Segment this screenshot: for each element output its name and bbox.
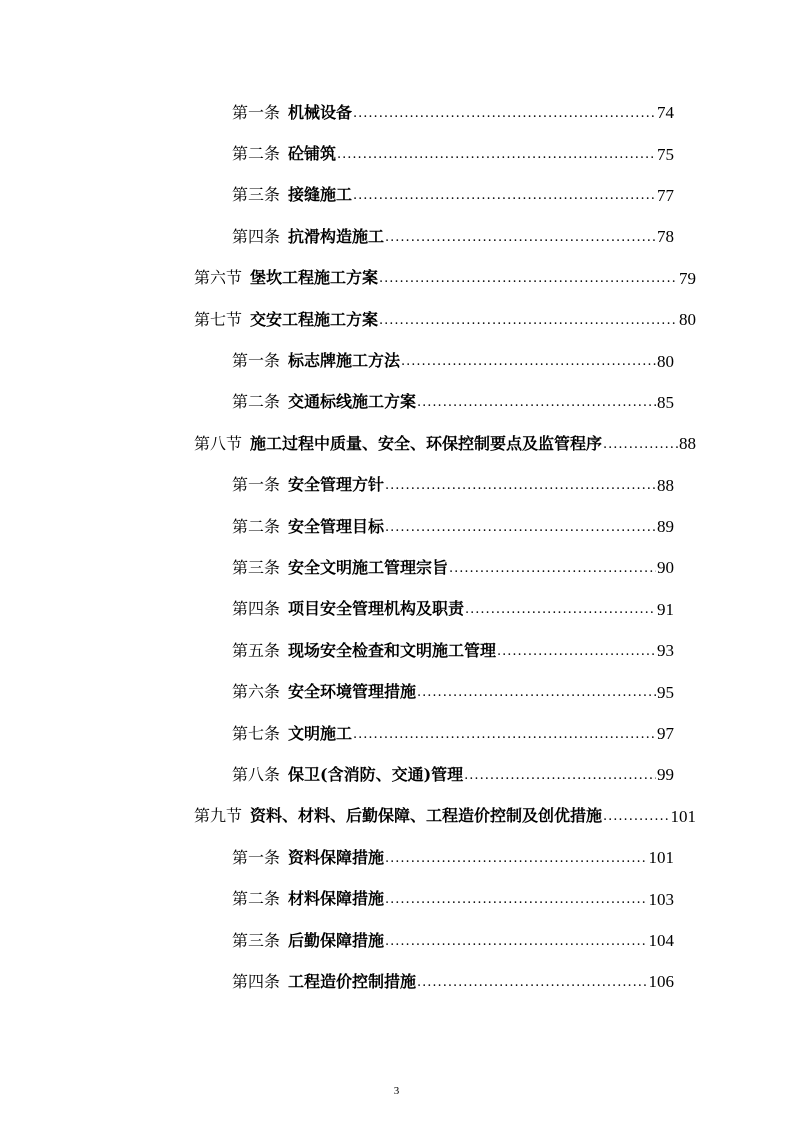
toc-entry-page: 93 [657,641,674,661]
toc-dot-leader [379,313,678,329]
toc-dot-leader [603,809,669,825]
toc-dot-leader [353,727,656,743]
toc-entry-title: 交通标线施工方案 [288,392,417,412]
toc-dot-leader [385,520,656,536]
toc-entry-page: 78 [657,227,674,247]
toc-entry-page: 106 [648,972,674,992]
toc-entry-page: 88 [679,434,696,454]
toc-dot-leader [337,147,656,163]
toc-dot-leader [385,892,647,908]
toc-article-entry[interactable] [232,547,674,588]
toc-dot-leader [417,685,656,701]
toc-entry-page: 97 [657,724,674,744]
toc-dot-leader [385,478,656,494]
toc-dot-leader [353,188,656,204]
toc-entry-title: 后勤保障措施 [288,930,385,950]
toc-entry-number: 第四条 [232,226,281,246]
toc-dot-leader [353,106,656,122]
toc-entry-title: 现场安全检查和文明施工管理 [288,640,497,660]
toc-entry-title: 交安工程施工方案 [250,309,379,329]
toc-article-entry[interactable] [232,754,674,795]
toc-entry-title: 安全文明施工管理宗旨 [288,557,449,577]
toc-article-entry[interactable] [232,506,674,547]
toc-dot-leader [417,395,656,411]
toc-entry-page: 74 [657,103,674,123]
toc-entry-page: 88 [657,475,674,495]
toc-entry-title: 项目安全管理机构及职责 [288,599,465,619]
toc-entry-number: 第一条 [232,475,281,495]
toc-entry-title: 材料保障措施 [288,889,385,909]
toc-article-entry[interactable] [232,216,674,257]
toc-article-entry[interactable] [232,878,674,919]
toc-article-entry[interactable] [232,465,674,506]
toc-dot-leader [497,644,656,660]
toc-entry-title: 资料保障措施 [288,847,385,867]
toc-section-entry[interactable] [194,258,696,299]
toc-entry-page: 103 [648,889,674,909]
toc-dot-leader [464,768,656,784]
toc-entry-page: 80 [679,310,696,330]
toc-dot-leader [385,851,647,867]
toc-entry-page: 90 [657,558,674,578]
toc-entry-number: 第六条 [232,682,281,702]
toc-article-entry[interactable] [232,671,674,712]
toc-entry-page: 80 [657,351,674,371]
toc-dot-leader [385,934,647,950]
toc-entry-title: 资料、材料、后勤保障、工程造价控制及创优措施 [250,806,603,826]
toc-entry-page: 79 [679,268,696,288]
toc-entry-page: 77 [657,185,674,205]
toc-entry-number: 第三条 [232,930,281,950]
toc-entry-number: 第四条 [232,599,281,619]
toc-entry-number: 第八条 [232,764,281,784]
toc-entry-page: 99 [657,765,674,785]
toc-entry-number: 第一条 [232,102,281,122]
toc-entry-title: 保卫(含消防、交通)管理 [288,764,464,784]
toc-entry-title: 施工过程中质量、安全、环保控制要点及监管程序 [250,433,603,453]
toc-entry-page: 104 [648,931,674,950]
table-of-contents [0,92,793,1003]
toc-article-entry[interactable] [232,920,674,961]
toc-entry-title: 工程造价控制措施 [288,971,417,991]
toc-article-entry[interactable] [232,630,674,671]
toc-entry-number: 第二条 [232,392,281,412]
toc-entry-number: 第二条 [232,889,281,909]
toc-dot-leader [417,975,647,991]
toc-article-entry[interactable] [232,382,674,423]
toc-section-entry[interactable] [194,423,696,464]
page-number: 3 [393,1085,400,1097]
toc-article-entry[interactable] [232,92,674,133]
toc-article-entry[interactable] [232,837,674,878]
toc-dot-leader [379,271,678,287]
toc-article-entry[interactable] [232,713,674,754]
toc-entry-page: 95 [657,682,674,702]
toc-entry-number: 第九节 [194,806,243,826]
toc-entry-title: 机械设备 [288,102,353,122]
toc-entry-page: 89 [657,517,674,537]
toc-article-entry[interactable] [232,133,674,174]
toc-article-entry[interactable] [232,589,674,630]
toc-entry-number: 第六节 [194,268,243,288]
toc-entry-number: 第二条 [232,516,281,536]
toc-entry-page: 75 [657,144,674,164]
toc-entry-number: 第五条 [232,640,281,660]
toc-entry-page: 101 [670,806,696,826]
toc-entry-title: 标志牌施工方法 [288,351,401,371]
toc-section-entry[interactable] [194,299,696,340]
toc-entry-page: 101 [648,848,674,868]
toc-entry-page: 85 [657,392,674,412]
toc-entry-number: 第一条 [232,351,281,371]
toc-entry-title: 安全管理目标 [288,516,385,536]
toc-entry-number: 第四条 [232,971,281,991]
toc-entry-title: 抗滑构造施工 [288,226,385,246]
toc-article-entry[interactable] [232,961,674,1002]
toc-entry-number: 第二条 [232,144,281,164]
toc-entry-number: 第七条 [232,723,281,743]
toc-dot-leader [465,602,656,618]
toc-dot-leader [603,437,678,453]
toc-entry-title: 安全环境管理措施 [288,682,417,702]
toc-section-entry[interactable] [194,796,696,837]
toc-entry-title: 接缝施工 [288,185,353,205]
toc-dot-leader [385,230,656,246]
toc-entry-page: 91 [657,599,674,619]
toc-dot-leader [401,354,656,370]
toc-entry-title: 砼铺筑 [288,144,337,164]
toc-entry-number: 第三条 [232,185,281,205]
toc-entry-title: 文明施工 [288,723,353,743]
toc-dot-leader [449,561,656,577]
toc-entry-title: 堡坎工程施工方案 [250,268,379,288]
toc-article-entry[interactable] [232,340,674,381]
toc-article-entry[interactable] [232,175,674,216]
toc-entry-number: 第三条 [232,557,281,577]
toc-entry-number: 第八节 [194,433,243,453]
toc-entry-number: 第七节 [194,309,243,329]
toc-entry-title: 安全管理方针 [288,475,385,495]
toc-entry-number: 第一条 [232,847,281,867]
